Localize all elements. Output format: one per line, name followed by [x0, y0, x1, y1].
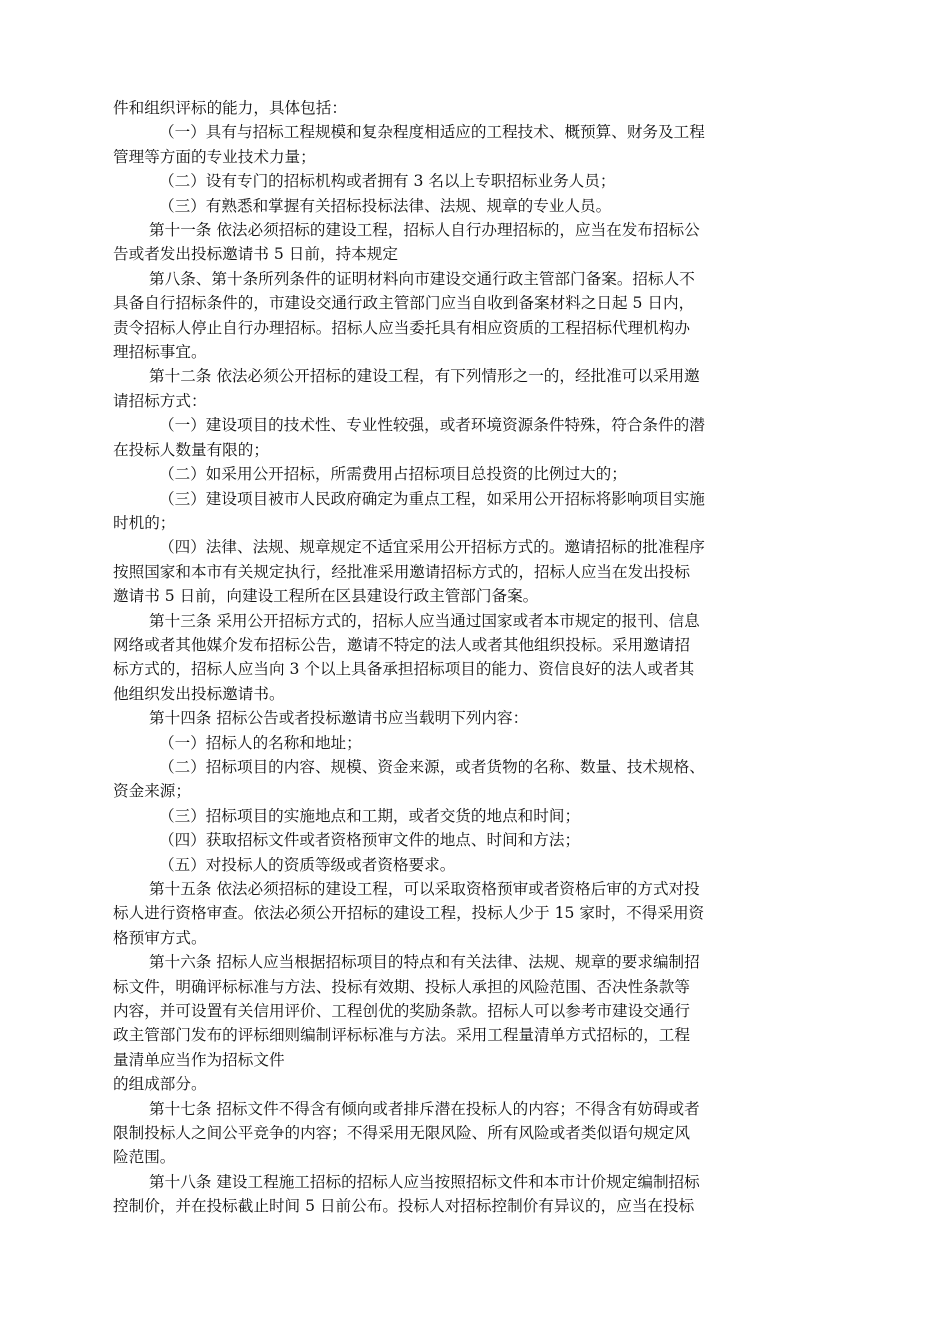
text-line: 按照国家和本市有关规定执行，经批准采用邀请招标方式的，招标人应当在发出投标 [113, 562, 690, 581]
text-line: （一）建设项目的技术性、专业性较强，或者环境资源条件特殊，符合条件的潜 [159, 416, 705, 435]
text-line: 第八条、第十条所列条件的证明材料向市建设交通行政主管部门备案。招标人不 [149, 269, 695, 288]
text-line: 第十六条 招标人应当根据招标项目的特点和有关法律、法规、规章的要求编制招 [149, 953, 700, 972]
text-line: 标文件，明确评标标准与方法、投标有效期、投标人承担的风险范围、否决性条款等 [113, 977, 690, 996]
text-line: （一）具有与招标工程规模和复杂程度相适应的工程技术、概预算、财务及工程 [159, 123, 705, 142]
text-line: 标人进行资格审查。依法必须公开招标的建设工程，投标人少于 15 家时，不得采用资 [113, 904, 705, 923]
text-line: 量清单应当作为招标文件 [113, 1050, 285, 1069]
text-line: （二）如采用公开招标，所需费用占招标项目总投资的比例过大的； [159, 465, 627, 484]
text-line: 第十四条 招标公告或者投标邀请书应当载明下列内容： [149, 709, 529, 728]
text-line: 第十八条 建设工程施工招标的招标人应当按照招标文件和本市计价规定编制招标 [149, 1172, 700, 1191]
text-line: 控制价，并在投标截止时间 5 日前公布。投标人对招标控制价有异议的，应当在投标 [113, 1197, 695, 1216]
text-line: 时机的； [113, 513, 176, 532]
text-line: 理招标事宜。 [113, 343, 207, 362]
text-line: 格预审方式。 [113, 928, 207, 947]
text-line: 件和组织评标的能力，具体包括： [113, 99, 347, 117]
text-line: 第十七条 招标文件不得含有倾向或者排斥潜在投标人的内容；不得含有妨碍或者 [149, 1099, 700, 1118]
text-line: 在投标人数量有限的； [113, 440, 269, 459]
text-line: 第十三条 采用公开招标方式的，招标人应当通过国家或者本市规定的报刊、信息 [149, 611, 700, 630]
text-line: 的组成部分。 [113, 1075, 207, 1094]
text-line: 管理等方面的专业技术力量； [113, 147, 316, 166]
text-line: （二）招标项目的内容、规模、资金来源，或者货物的名称、数量、技术规格、 [159, 757, 705, 776]
text-line: 责令招标人停止自行办理招标。招标人应当委托具有相应资质的工程招标代理机构办 [113, 318, 690, 337]
text-line: 邀请书 5 日前，向建设工程所在区县建设行政主管部门备案。 [113, 587, 539, 606]
text-line: 政主管部门发布的评标细则编制评标标准与方法。采用工程量清单方式招标的，工程 [113, 1026, 690, 1045]
text-line: （四）获取招标文件或者资格预审文件的地点、时间和方法； [159, 831, 581, 850]
text-line: （五）对投标人的资质等级或者资格要求。 [159, 855, 456, 874]
text-line: （三）建设项目被市人民政府确定为重点工程，如采用公开招标将影响项目实施 [159, 489, 705, 508]
text-line: 第十五条 依法必须招标的建设工程，可以采取资格预审或者资格后审的方式对投 [149, 880, 700, 898]
text-line: 内容，并可设置有关信用评价、工程创优的奖励条款。招标人可以参考市建设交通行 [113, 1002, 690, 1021]
text-line: 网络或者其他媒介发布招标公告，邀请不特定的法人或者其他组织投标。采用邀请招 [113, 635, 690, 654]
text-line: （二）设有专门的招标机构或者拥有 3 名以上专职招标业务人员； [159, 172, 616, 191]
text-line: （三）招标项目的实施地点和工期，或者交货的地点和时间； [159, 806, 581, 825]
text-line: 标方式的，招标人应当向 3 个以上具备承担招标项目的能力、资信良好的法人或者其 [113, 660, 695, 679]
text-line: 请招标方式： [113, 391, 207, 410]
text-line: 险范围。 [113, 1148, 176, 1167]
text-line: 第十一条 依法必须招标的建设工程，招标人自行办理招标的，应当在发布招标公 [149, 221, 700, 240]
text-line: 具备自行招标条件的，市建设交通行政主管部门应当自收到备案材料之日起 5 日内， [113, 294, 695, 313]
document-body [113, 96, 838, 1219]
text-line: （四）法律、法规、规章规定不适宜采用公开招标方式的。邀请招标的批准程序 [159, 538, 705, 557]
text-line: （三）有熟悉和掌握有关招标投标法律、法规、规章的专业人员。 [159, 196, 612, 215]
text-line: （一）招标人的名称和地址； [159, 733, 362, 752]
text-line: 第十二条 依法必须公开招标的建设工程，有下列情形之一的，经批准可以采用邀 [149, 367, 700, 386]
text-line: 资金来源； [113, 782, 191, 801]
text-line: 限制投标人之间公平竞争的内容；不得采用无限风险、所有风险或者类似语句规定风 [113, 1124, 690, 1143]
text-line: 他组织发出投标邀请书。 [113, 684, 285, 703]
text-line: 告或者发出投标邀请书 5 日前，持本规定 [113, 245, 398, 264]
